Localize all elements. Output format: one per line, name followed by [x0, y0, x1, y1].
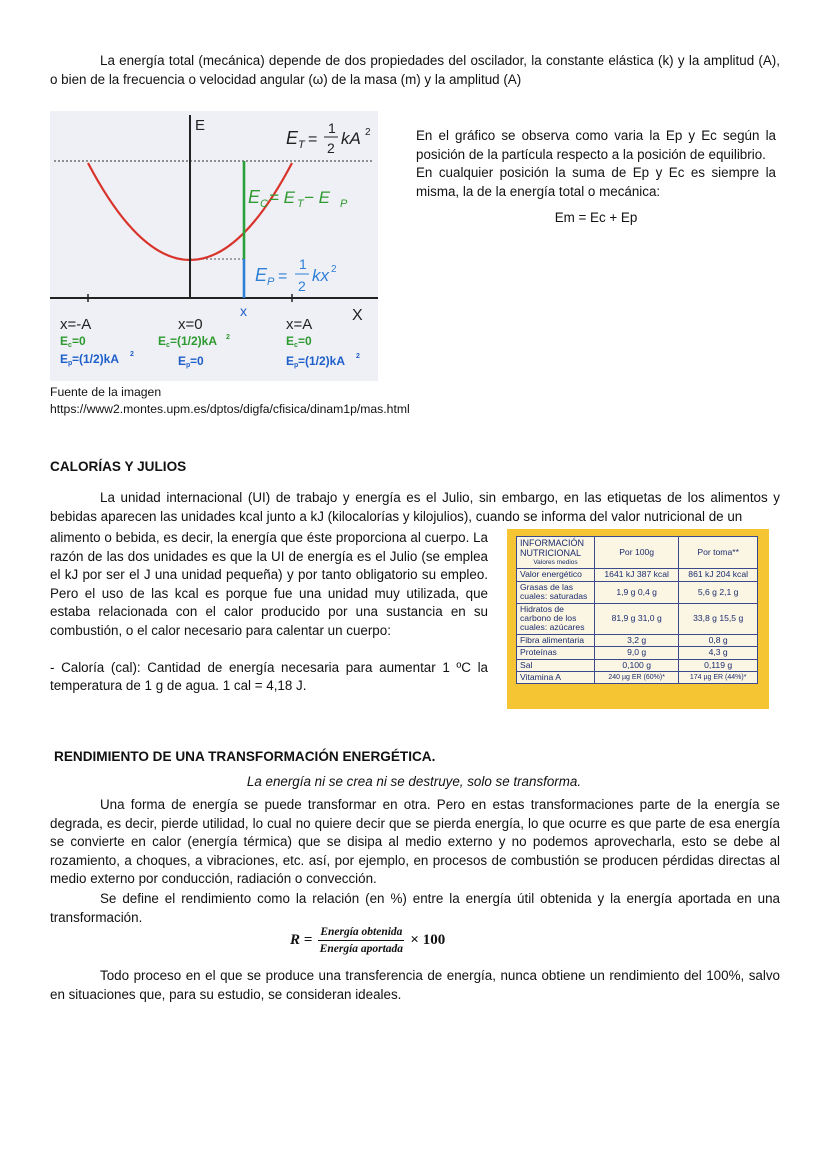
- nutrition-row-v1: 1,9 g 0,4 g: [595, 581, 679, 603]
- nutrition-row-v2: 4,3 g: [679, 647, 758, 659]
- mid-ec-label: [158, 334, 230, 349]
- nutrition-header-sub: Valores medios: [533, 559, 578, 566]
- nutrition-header-cell: [517, 537, 595, 569]
- x-marker-label: x: [240, 303, 247, 319]
- svg-text:C: C: [260, 198, 268, 210]
- nutrition-row-v1: 1641 kJ 387 kcal: [595, 569, 679, 581]
- nutrition-row: [517, 603, 758, 634]
- section2-paragraph-2: Se define el rendimiento como la relación (en %) entre la energía útil obtenida y la energía aportada en una transformación.: [50, 891, 780, 925]
- nutrition-row-name: Vitamina A: [517, 672, 595, 684]
- svg-text:2: 2: [327, 140, 335, 156]
- svg-text:= E: = E: [269, 188, 295, 207]
- nutrition-row-name: Valor energético: [517, 569, 595, 581]
- svg-text:p: p: [186, 362, 191, 369]
- nutrition-row-name: Grasas de las cuales: saturadas: [517, 581, 595, 603]
- svg-text:p: p: [294, 362, 299, 369]
- nutrition-row: [517, 647, 758, 659]
- ep-formula: [255, 256, 337, 294]
- section2-paragraph-1: Una forma de energía se puede transformar en otra. Pero en estas transformaciones parte de la energía se degrada, es decir, pierde utilidad, lo cual no quiere decir que se pierda energía, lo que ocurre es que parte de esa energía se convierte en calor (energía térmica) que se disipa al medio externo y no podemos aprovecharla, esto se debe al rozamiento, a choques, a vibraciones, etc. así, por ejemplo, en procesos de combustión se producen pérdidas directas al medio externo por conducción, radiación o convección.: [50, 797, 780, 887]
- nutrition-header-row: [517, 537, 758, 569]
- nutrition-row-name: Proteínas: [517, 647, 595, 659]
- source-label: Fuente de la imagen: [50, 385, 162, 399]
- svg-text:1: 1: [299, 256, 307, 272]
- svg-text:P: P: [340, 198, 348, 210]
- axis-x-label: X: [352, 307, 363, 324]
- nutrition-row-v2: 174 µg ER (44%)*: [679, 672, 758, 684]
- svg-text:=0: =0: [298, 334, 312, 348]
- energy-diagram-svg: [50, 111, 378, 381]
- intro-paragraph: La energía total (mecánica) depende de dos propiedades del oscilador, la constante elástica (k) y la amplitud (A), o bien de la frecuencia o velocidad angular (ω) de la masa (m) y la amplitud (A): [50, 53, 780, 87]
- nutrition-label-image: [507, 529, 769, 709]
- nutrition-row: [517, 672, 758, 684]
- nutrition-row-v1: 0,100 g: [595, 659, 679, 671]
- nutrition-row-v2: 33,8 g 15,5 g: [679, 603, 758, 634]
- nutrition-row-name: Sal: [517, 659, 595, 671]
- mid-x-label: x=0: [178, 316, 203, 333]
- nutrition-row: [517, 569, 758, 581]
- axis-e-label: E: [195, 117, 206, 134]
- section-heading-calorias: CALORÍAS Y JULIOS: [50, 459, 187, 474]
- nutrition-row-v1: 9,0 g: [595, 647, 679, 659]
- nutrition-col-per100: Por 100g: [595, 537, 679, 569]
- left-ep-label: [60, 351, 134, 367]
- svg-text:T: T: [297, 198, 304, 210]
- svg-text:2: 2: [130, 351, 134, 358]
- side-paragraph-2: En cualquier posición la suma de Ep y Ec es siempre la misma, la de la energía total o mecánica:: [416, 165, 776, 199]
- formula-fraction: [318, 925, 404, 956]
- svg-text:E: E: [286, 128, 299, 148]
- nutrition-row: [517, 659, 758, 671]
- section1-paragraph-2: alimento o bebida, es decir, la energía que éste proporciona al cuerpo. La razón de las dos unidades es que la UI de energía es el Julio (se emplea el kJ por ser el J una unidad pequeña) y por tanto obligatorio su empleo. Pero el uso de las kcal es porque fue una unidad muy utilizada, que estaba relacionada con el calor producido por una sustancia en su combustión, o el calor necesario para calentar un cuerpo:: [50, 530, 488, 638]
- nutrition-col-perserving: Por toma**: [679, 537, 758, 569]
- nutrition-row-v2: 0,8 g: [679, 634, 758, 646]
- side-explanation: [416, 127, 776, 228]
- svg-text:kA: kA: [341, 129, 361, 148]
- svg-text:2: 2: [298, 278, 306, 294]
- nutrition-table: [516, 536, 758, 684]
- ec-formula: [248, 187, 348, 210]
- svg-text:=0: =0: [190, 354, 204, 368]
- mechanical-energy-equation: Em = Ec + Ep: [554, 210, 638, 226]
- svg-text:=: =: [308, 131, 318, 148]
- nutrition-row-v1: 3,2 g: [595, 634, 679, 646]
- svg-text:E: E: [158, 334, 167, 348]
- left-x-label: x=-A: [60, 316, 92, 333]
- svg-text:c: c: [68, 342, 72, 349]
- left-ec-label: [60, 334, 86, 349]
- nutrition-row-name: Fibra alimentaria: [517, 634, 595, 646]
- svg-text:c: c: [294, 342, 298, 349]
- svg-text:− E: − E: [304, 188, 330, 207]
- formula-denominator: Energía aportada: [319, 943, 404, 955]
- section1-column: [50, 529, 488, 696]
- svg-text:E: E: [286, 334, 295, 348]
- nutrition-row-v2: 5,6 g 2,1 g: [679, 581, 758, 603]
- energy-conservation-motto: La energía ni se crea ni se destruye, solo se transforma.: [246, 774, 582, 789]
- svg-text:2: 2: [356, 353, 360, 360]
- source-url: https://www2.montes.upm.es/dptos/digfa/cfisica/dinam1p/mas.html: [50, 402, 410, 416]
- svg-text:E: E: [178, 354, 187, 368]
- svg-text:E: E: [286, 354, 295, 368]
- right-ep-label: [286, 353, 360, 369]
- nutrition-header-title: INFORMACIÓN NUTRICIONAL: [520, 538, 584, 558]
- et-formula: [286, 120, 371, 156]
- nutrition-row-v1: 240 µg ER (60%)*: [595, 672, 679, 684]
- svg-text:=0: =0: [72, 334, 86, 348]
- svg-text:=(1/2)kA: =(1/2)kA: [298, 354, 346, 368]
- svg-text:kx: kx: [312, 266, 329, 285]
- formula-rhs: × 100: [410, 932, 446, 949]
- svg-text:c: c: [166, 342, 170, 349]
- svg-text:=(1/2)kA: =(1/2)kA: [72, 352, 120, 366]
- svg-text:P: P: [267, 276, 275, 288]
- right-ec-label: [286, 334, 312, 349]
- svg-text:2: 2: [226, 334, 230, 341]
- svg-text:2: 2: [331, 264, 337, 275]
- image-source: [50, 384, 410, 418]
- section1-paragraph-3: - Caloría (cal): Cantidad de energía necesaria para aumentar 1 ºC la temperatura de 1 g de agua. 1 cal = 4,18 J.: [50, 659, 488, 694]
- svg-text:=(1/2)kA: =(1/2)kA: [170, 334, 218, 348]
- efficiency-formula: [290, 925, 445, 956]
- svg-text:E: E: [60, 334, 69, 348]
- svg-text:p: p: [68, 360, 73, 367]
- svg-text:2: 2: [365, 127, 371, 138]
- svg-text:E: E: [255, 265, 268, 285]
- section2-paragraph-3: Todo proceso en el que se produce una transferencia de energía, nunca obtiene un rendimiento del 100%, salvo en situaciones que, para su estudio, se consideran ideales.: [50, 968, 780, 1002]
- svg-text:E: E: [248, 187, 261, 207]
- nutrition-row: [517, 581, 758, 603]
- formula-numerator: Energía obtenida: [318, 925, 404, 941]
- nutrition-row-v2: 861 kJ 204 kcal: [679, 569, 758, 581]
- section-heading-rendimiento: RENDIMIENTO DE UNA TRANSFORMACIÓN ENERGÉTICA.: [54, 749, 436, 764]
- side-paragraph-1: En el gráfico se observa como varia la Ep y Ec según la posición de la partícula respecto a la posición de equilibrio.: [416, 128, 776, 162]
- nutrition-row-v2: 0,119 g: [679, 659, 758, 671]
- nutrition-row-v1: 81,9 g 31,0 g: [595, 603, 679, 634]
- section1-paragraph-1: La unidad internacional (UI) de trabajo y energía es el Julio, sin embargo, en las etiquetas de los alimentos y bebidas aparecen las unidades kcal junto a kJ (kilocalorías y kilojulios), cuando se informa del valor nutricional de un: [50, 490, 780, 524]
- svg-text:1: 1: [328, 120, 336, 136]
- svg-text:=: =: [278, 268, 288, 285]
- svg-text:E: E: [60, 352, 69, 366]
- energy-diagram-figure: [50, 111, 378, 381]
- svg-text:T: T: [298, 139, 305, 151]
- formula-lhs: R =: [290, 932, 313, 949]
- right-x-label: x=A: [286, 316, 313, 333]
- mid-ep-label: [178, 354, 204, 369]
- nutrition-row: [517, 634, 758, 646]
- nutrition-row-name: Hidratos de carbono de los cuales: azúcares: [517, 603, 595, 634]
